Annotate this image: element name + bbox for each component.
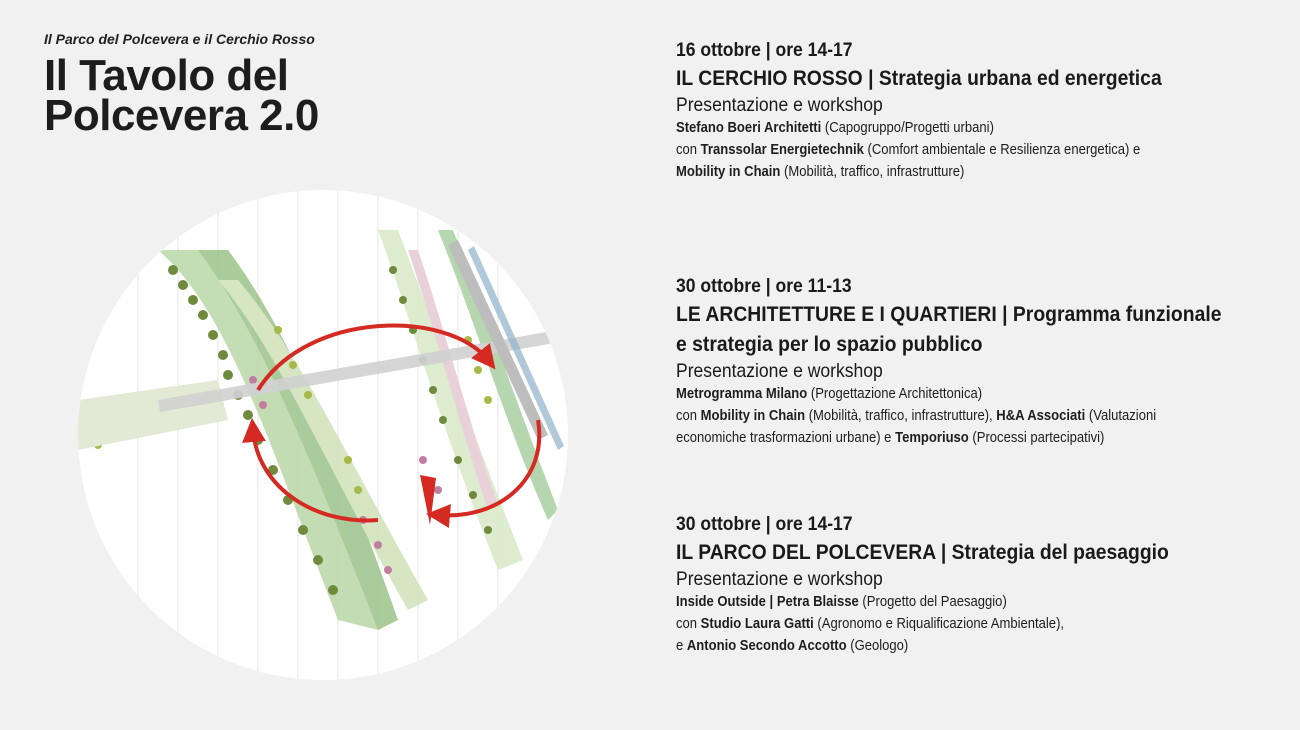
event-title: IL CERCHIO ROSSO | Strategia urbana ed energetica [676,66,1162,90]
event-subtitle: Presentazione e workshop [676,568,883,590]
title-line-1: Il Tavolo del [44,51,289,100]
event-line: con Studio Laura Gatti (Agronomo e Riqualificazione Ambientale), [676,616,1065,632]
event-line: con Mobility in Chain (Mobilità, traffico, infrastrutture), H&A Associati (Valutazioni [676,408,1157,424]
event-card [676,511,1276,657]
event-line: Metrogramma Milano (Progettazione Architettonica) [676,386,983,402]
title-line-2: Polcevera 2.0 [44,91,319,140]
event-subtitle: Presentazione e workshop [676,360,883,382]
event-date: 30 ottobre | ore 14-17 [676,513,853,535]
kicker-subtitle: Il Parco del Polcevera e il Cerchio Rosso [44,31,315,47]
event-card [676,37,1276,183]
event-date: 30 ottobre | ore 11-13 [676,275,852,297]
event-title: LE ARCHITETTURE E I QUARTIERI | Programma funzionale e strategia per lo spazio pubblico [676,302,1222,356]
page-title [44,51,319,140]
masterplan-circle-image [78,190,568,680]
left-panel [0,0,620,730]
event-card [676,273,1276,449]
event-line: con Transsolar Energietechnik (Comfort ambientale e Resilienza energetica) e [676,142,1141,158]
event-date: 16 ottobre | ore 14-17 [676,39,853,61]
event-line: Stefano Boeri Architetti (Capogruppo/Progetti urbani) [676,120,994,136]
event-line: e Antonio Secondo Accotto (Geologo) [676,638,909,654]
event-line: economiche trasformazioni urbane) e Temporiuso (Processi partecipativi) [676,430,1105,446]
event-line: Mobility in Chain (Mobilità, traffico, infrastrutture) [676,164,965,180]
event-subtitle: Presentazione e workshop [676,94,883,116]
event-title: IL PARCO DEL POLCEVERA | Strategia del paesaggio [676,540,1169,564]
event-line: Inside Outside | Petra Blaisse (Progetto del Paesaggio) [676,594,1007,610]
